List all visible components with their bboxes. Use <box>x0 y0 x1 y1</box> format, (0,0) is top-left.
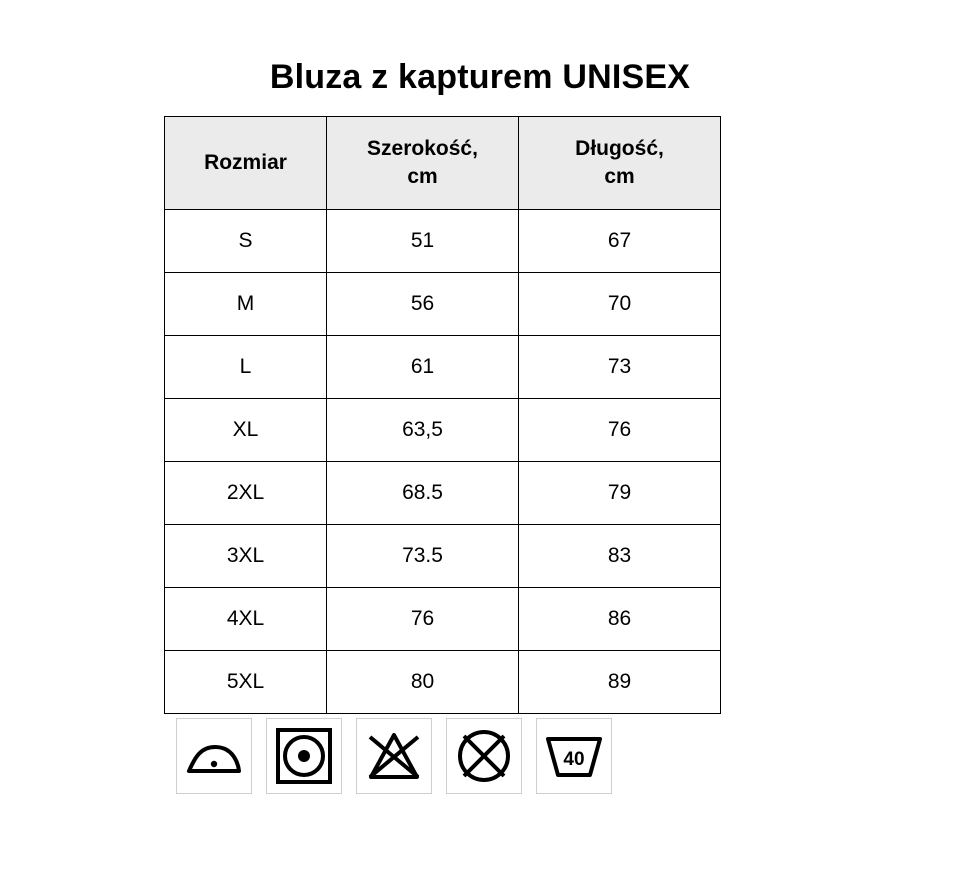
table-row <box>165 399 721 462</box>
iron-low-heat-icon <box>176 718 252 794</box>
table-row <box>165 336 721 399</box>
column-header-size <box>165 117 327 210</box>
cell-width: 76 <box>327 588 519 651</box>
cell-length: 76 <box>519 399 721 462</box>
cell-width: 61 <box>327 336 519 399</box>
cell-width: 56 <box>327 273 519 336</box>
wash-40-icon <box>536 718 612 794</box>
cell-size: S <box>165 210 327 273</box>
cell-length: 86 <box>519 588 721 651</box>
cell-size: 3XL <box>165 525 327 588</box>
size-table <box>164 116 721 714</box>
cell-length: 67 <box>519 210 721 273</box>
table-body <box>165 210 721 714</box>
page-title: Bluza z kapturem UNISEX <box>269 58 691 96</box>
do-not-dry-clean-icon <box>446 718 522 794</box>
care-symbols-row <box>176 718 612 794</box>
column-header-width <box>327 117 519 210</box>
column-header-width-line1: Szerokość, <box>367 136 478 160</box>
table-row <box>165 210 721 273</box>
column-header-length <box>519 117 721 210</box>
wash-temperature-label: 40 <box>563 749 585 770</box>
cell-size: L <box>165 336 327 399</box>
table-row <box>165 588 721 651</box>
table-header <box>165 117 721 210</box>
table-row <box>165 273 721 336</box>
cell-length: 79 <box>519 462 721 525</box>
cell-length: 73 <box>519 336 721 399</box>
column-header-length-line1: Długość, <box>575 136 664 160</box>
cell-width: 68.5 <box>327 462 519 525</box>
cell-length: 89 <box>519 651 721 714</box>
cell-size: 2XL <box>165 462 327 525</box>
column-header-width-line2: cm <box>407 165 438 188</box>
cell-width: 80 <box>327 651 519 714</box>
cell-width: 73.5 <box>327 525 519 588</box>
table-row <box>165 525 721 588</box>
table-row <box>165 651 721 714</box>
column-header-length-line2: cm <box>604 165 635 188</box>
table-row <box>165 462 721 525</box>
cell-size: M <box>165 273 327 336</box>
table-header-row <box>165 117 721 210</box>
cell-length: 70 <box>519 273 721 336</box>
column-header-size-line1: Rozmiar <box>204 150 287 174</box>
do-not-bleach-icon <box>356 718 432 794</box>
tumble-dry-normal-icon <box>266 718 342 794</box>
cell-length: 83 <box>519 525 721 588</box>
cell-width: 63,5 <box>327 399 519 462</box>
cell-size: 5XL <box>165 651 327 714</box>
cell-size: XL <box>165 399 327 462</box>
cell-size: 4XL <box>165 588 327 651</box>
cell-width: 51 <box>327 210 519 273</box>
